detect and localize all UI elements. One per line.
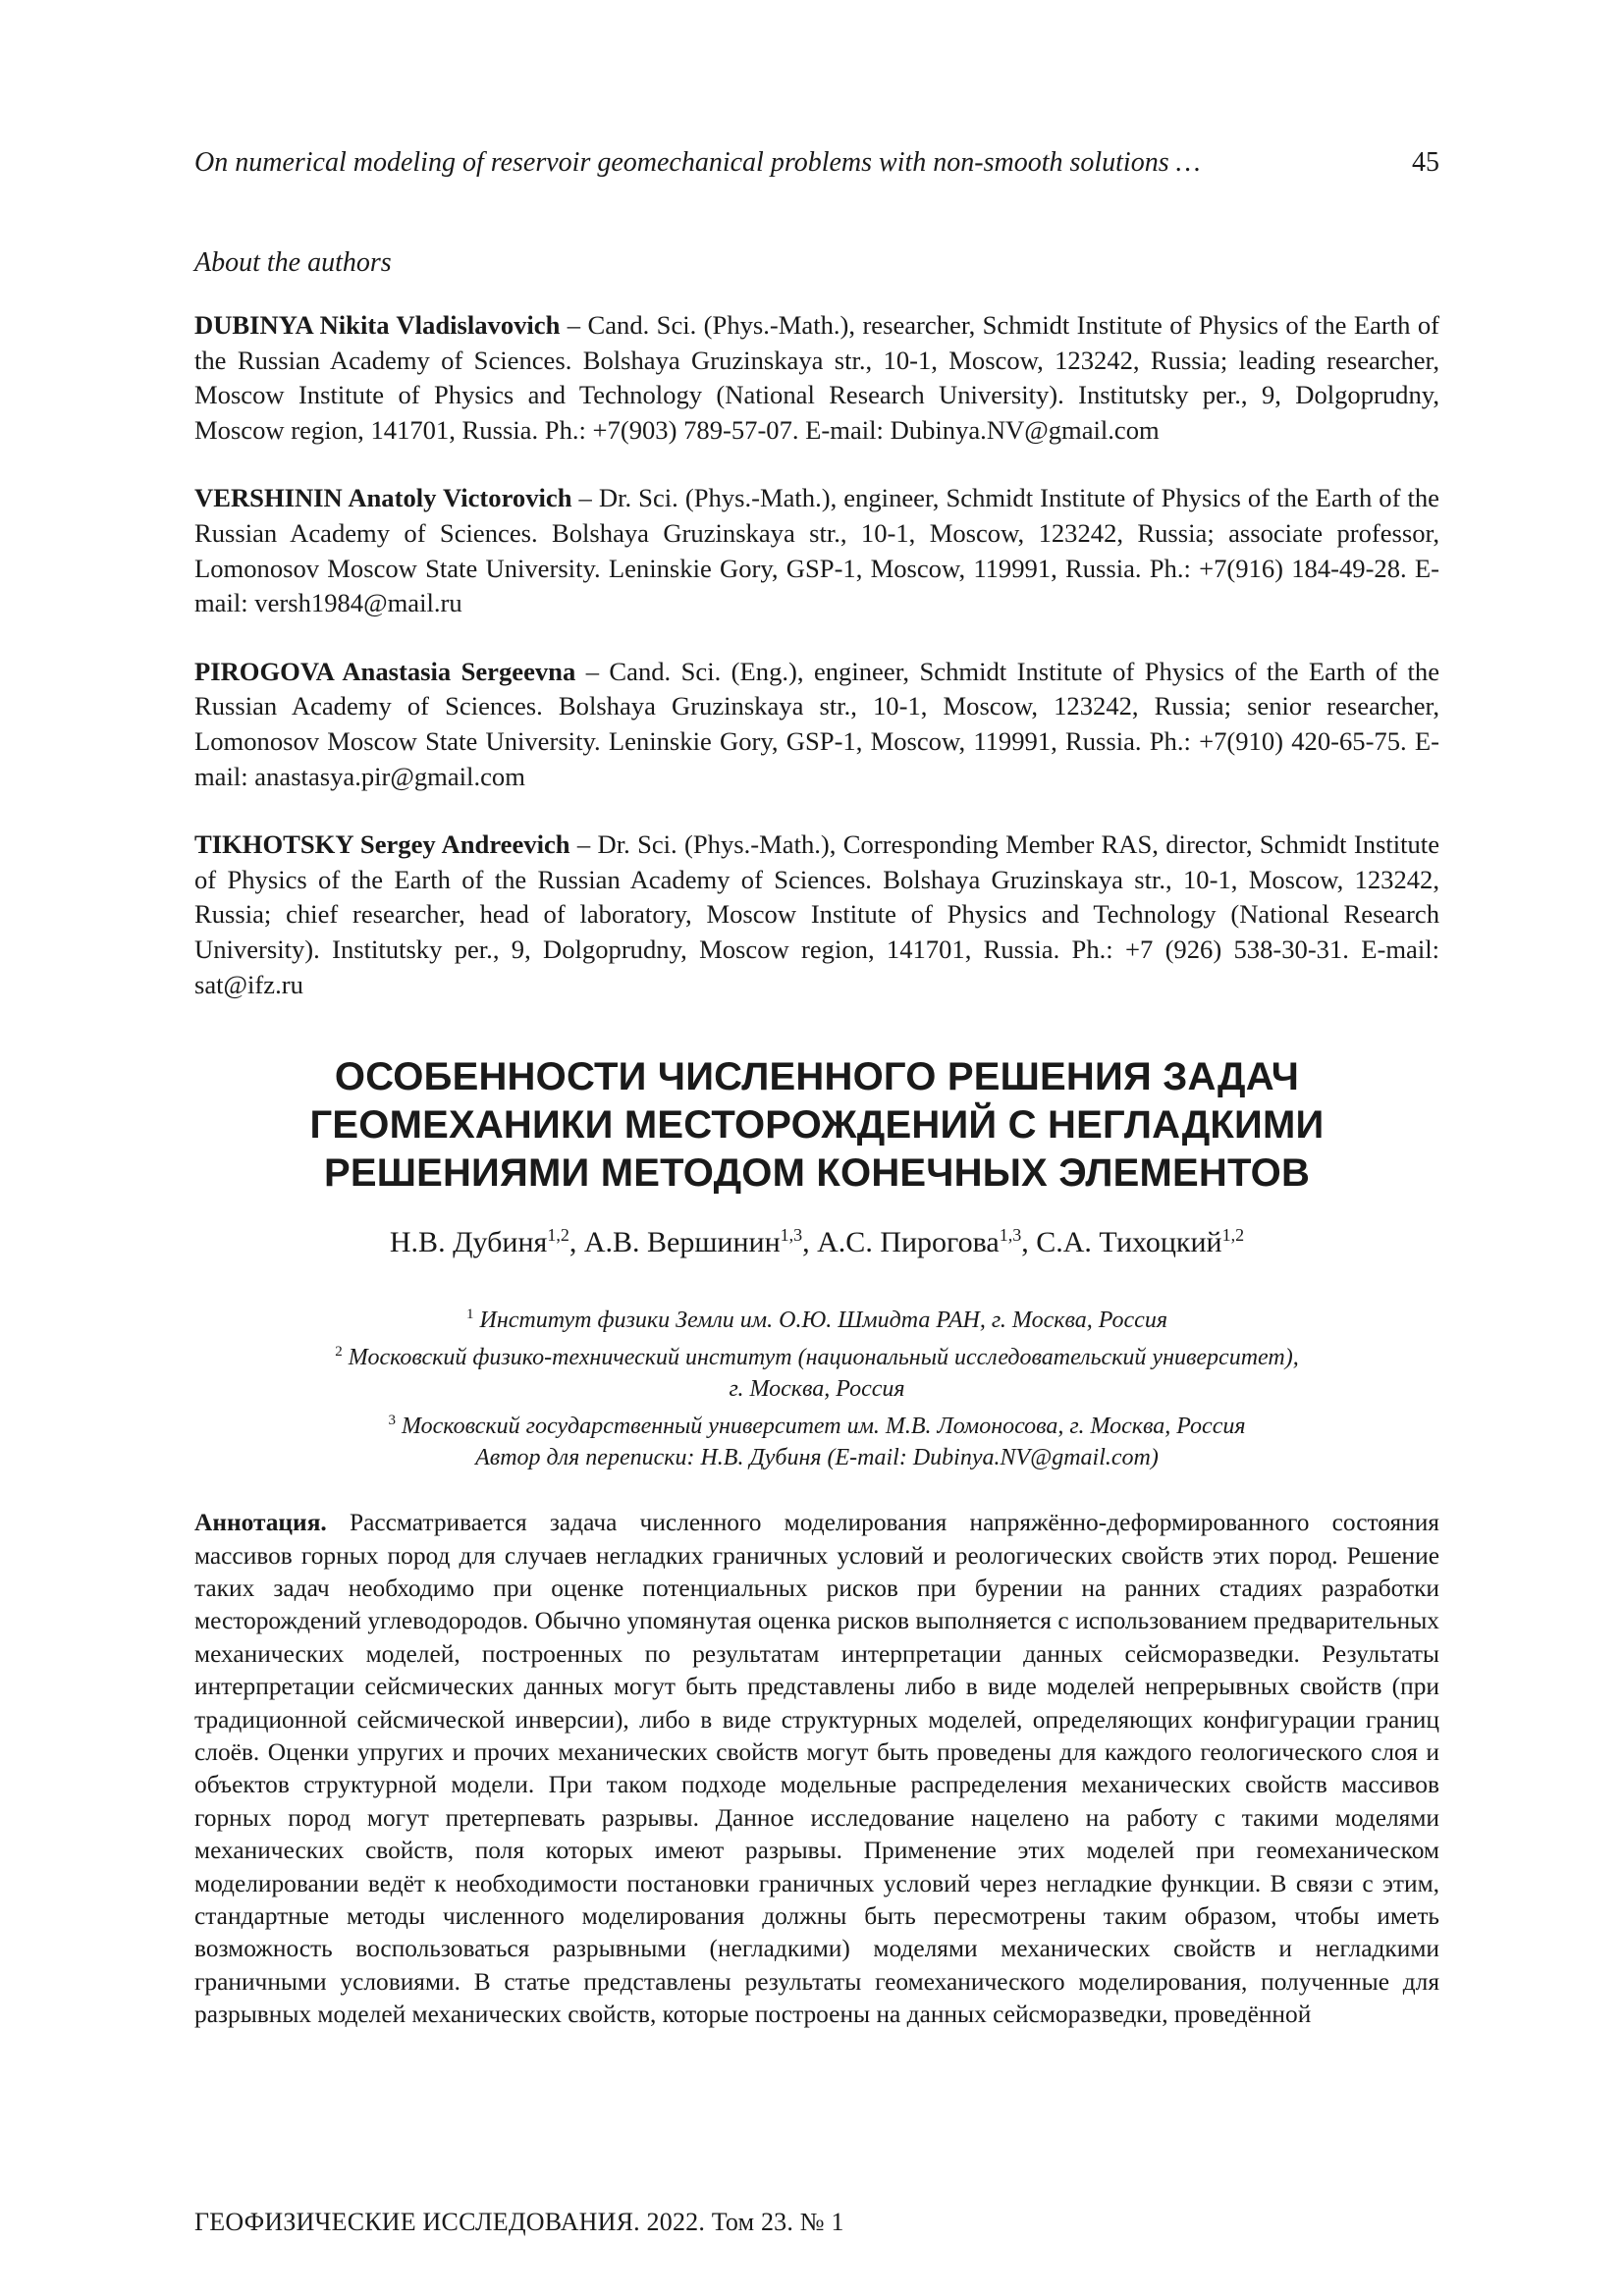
affiliation-text: Московский физико-технический институт (национальный исследовательский университет),	[348, 1345, 1299, 1371]
affiliation-text: Институт физики Земли им. О.Ю. Шмидта РАН, г. Москва, Россия	[479, 1308, 1167, 1334]
article-author	[584, 1226, 817, 1258]
running-header	[194, 147, 1439, 187]
about-authors-heading: About the authors	[194, 247, 392, 278]
article-title-line: ГЕОМЕХАНИКИ МЕСТОРОЖДЕНИЙ С НЕГЛАДКИМИ	[309, 1103, 1325, 1148]
affiliation-number: 3	[388, 1413, 396, 1429]
author-bio-name: PIROGOVA Anastasia Sergeevna	[194, 656, 576, 686]
article-author-name: Н.В. Дубиня	[389, 1226, 548, 1259]
affiliation-text: Московский государственный университет им. М.В. Ломоносова, г. Москва, Россия	[402, 1414, 1246, 1440]
article-author-affil: 1,2	[547, 1225, 569, 1246]
author-bio-text: – Cand. Sci. (Phys.-Math.), researcher, Schmidt Institute of Physics of the Earth of the Russian Academy of Sciences. Bolshaya Gruzinskaya str., 10-1, Moscow, 123242, Russia; leading researcher, Moscow Institute of Physics and Technology (National Research University). Institutsky per., 9, Dolgoprudny, Moscow region, 141701, Russia. Ph.: +7(903) 789-57-07. E-mail: Dubinya.NV@gmail.com	[194, 310, 1439, 445]
affiliation	[194, 1405, 1439, 1442]
correspondence: Автор для переписки: Н.В. Дубиня (E-mail: Dubinya.NV@gmail.com)	[475, 1445, 1159, 1471]
abstract	[194, 1507, 1439, 2032]
abstract-text: Рассматривается задача численного моделирования напряжённо-деформированного состояния массивов горных пород для случаев негладких граничных условий и реологических свойств этих пород. Решение таких задач необходимо при оценке потенциальных рисков при бурении на ранних стадиях разработки месторождений углеводородов. Обычно упомянутая оценка рисков выполняется с использованием предварительных механических моделей, построенных по результатам интерпретации данных сейсморазведки. Результаты интерпретации сейсмических данных могут быть представлены либо в виде моделей непрерывных свойств (при традиционной сейсмической инверсии), либо в виде структурных моделей, определяющих конфигурации границ слоёв. Оценки упругих и прочих механических свойств могут быть проведены для каждого геологического слоя и объектов структурной модели. При таком подходе модельные распределения механических свойств массивов горных пород могут претерпевать разрывы. Данное исследование нацелено на работу с такими моделями механических свойств, поля которых имеют разрывы. Применение этих моделей при геомеханическом моделировании ведёт к необходимости постановки граничных условий через негладкие функции. В связи с этим, стандартные методы численного моделирования должны быть пересмотрены таким образом, чтобы иметь возможность воспользоваться разрывными (негладкими) моделями механических свойств и негладкими граничными условиями. В статье представлены результаты геомеханического моделирования, полученные для разрывных моделей механических свойств, которые построены на данных сейсморазведки, проведённой	[194, 1509, 1439, 2029]
affiliation-continuation: г. Москва, Россия	[729, 1376, 905, 1403]
affiliation	[194, 1299, 1439, 1336]
article-author-affil: 1,3	[999, 1225, 1022, 1246]
article-author	[817, 1226, 1036, 1258]
journal-footer: ГЕОФИЗИЧЕСКИЕ ИССЛЕДОВАНИЯ. 2022. Том 23. № 1	[194, 2208, 844, 2236]
author-bio-text: – Cand. Sci. (Eng.), engineer, Schmidt Institute of Physics of the Earth of the Russian Academy of Sciences. Bolshaya Gruzinskaya str., 10-1, Moscow, 123242, Russia; senior researcher, Lomonosov Moscow State University. Leninskie Gory, GSP-1, Moscow, 119991, Russia. Ph.: +7(910) 420-65-75. E-mail: anastasya.pir@gmail.com	[194, 656, 1439, 791]
affiliation-number: 1	[466, 1307, 474, 1323]
page-content	[194, 147, 1439, 2056]
article-authors	[194, 1225, 1439, 1259]
article-title	[194, 1053, 1439, 1198]
affiliation-number: 2	[335, 1344, 343, 1361]
article-author	[390, 1226, 584, 1258]
affiliation	[194, 1336, 1439, 1373]
affiliations	[194, 1299, 1439, 1473]
article-author	[1036, 1226, 1244, 1258]
author-separator: ,	[1021, 1226, 1037, 1259]
author-bio-name: VERSHININ Anatoly Victorovich	[194, 483, 572, 513]
abstract-label: Аннотация.	[194, 1509, 327, 1537]
article-author-affil: 1,2	[1221, 1225, 1245, 1246]
article-author-name: А.В. Вершинин	[583, 1226, 781, 1259]
author-bio-text: – Dr. Sci. (Phys.-Math.), Corresponding Member RAS, director, Schmidt Institute of Physics of the Earth of the Russian Academy of Sciences. Bolshaya Gruzinskaya str., 10-1, Moscow, 123242, Russia; chief researcher, head of laboratory, Moscow Institute of Physics and Technology (National Research University). Institutsky per., 9, Dolgoprudny, Moscow region, 141701, Russia. Ph.: +7 (926) 538-30-31. E-mail: sat@ifz.ru	[194, 829, 1439, 999]
page-number: 45	[1412, 147, 1439, 178]
author-bio	[194, 308, 1439, 448]
article-author-name: А.С. Пирогова	[817, 1226, 1000, 1259]
author-separator: ,	[568, 1226, 584, 1259]
article-author-name: С.А. Тихоцкий	[1036, 1226, 1222, 1259]
author-bio-text: – Dr. Sci. (Phys.-Math.), engineer, Schmidt Institute of Physics of the Earth of the Russian Academy of Sciences. Bolshaya Gruzinskaya str., 10-1, Moscow, 123242, Russia; associate professor, Lomonosov Moscow State University. Leninskie Gory, GSP-1, Moscow, 119991, Russia. Ph.: +7(916) 184-49-28. E-mail: versh1984@mail.ru	[194, 483, 1439, 618]
author-bio-name: TIKHOTSKY Sergey Andreevich	[194, 829, 570, 860]
author-separator: ,	[802, 1226, 818, 1259]
running-title: On numerical modeling of reservoir geomechanical problems with non-smooth solutions …	[194, 147, 1201, 178]
author-bio	[194, 655, 1439, 794]
article-title-line: ОСОБЕННОСТИ ЧИСЛЕННОГО РЕШЕНИЯ ЗАДАЧ	[334, 1055, 1300, 1099]
author-bio	[194, 828, 1439, 1002]
article-title-line: РЕШЕНИЯМИ МЕТОДОМ КОНЕЧНЫХ ЭЛЕМЕНТОВ	[323, 1151, 1311, 1196]
author-bio	[194, 481, 1439, 620]
author-bio-name: DUBINYA Nikita Vladislavovich	[194, 310, 561, 340]
article-author-affil: 1,3	[780, 1225, 803, 1246]
